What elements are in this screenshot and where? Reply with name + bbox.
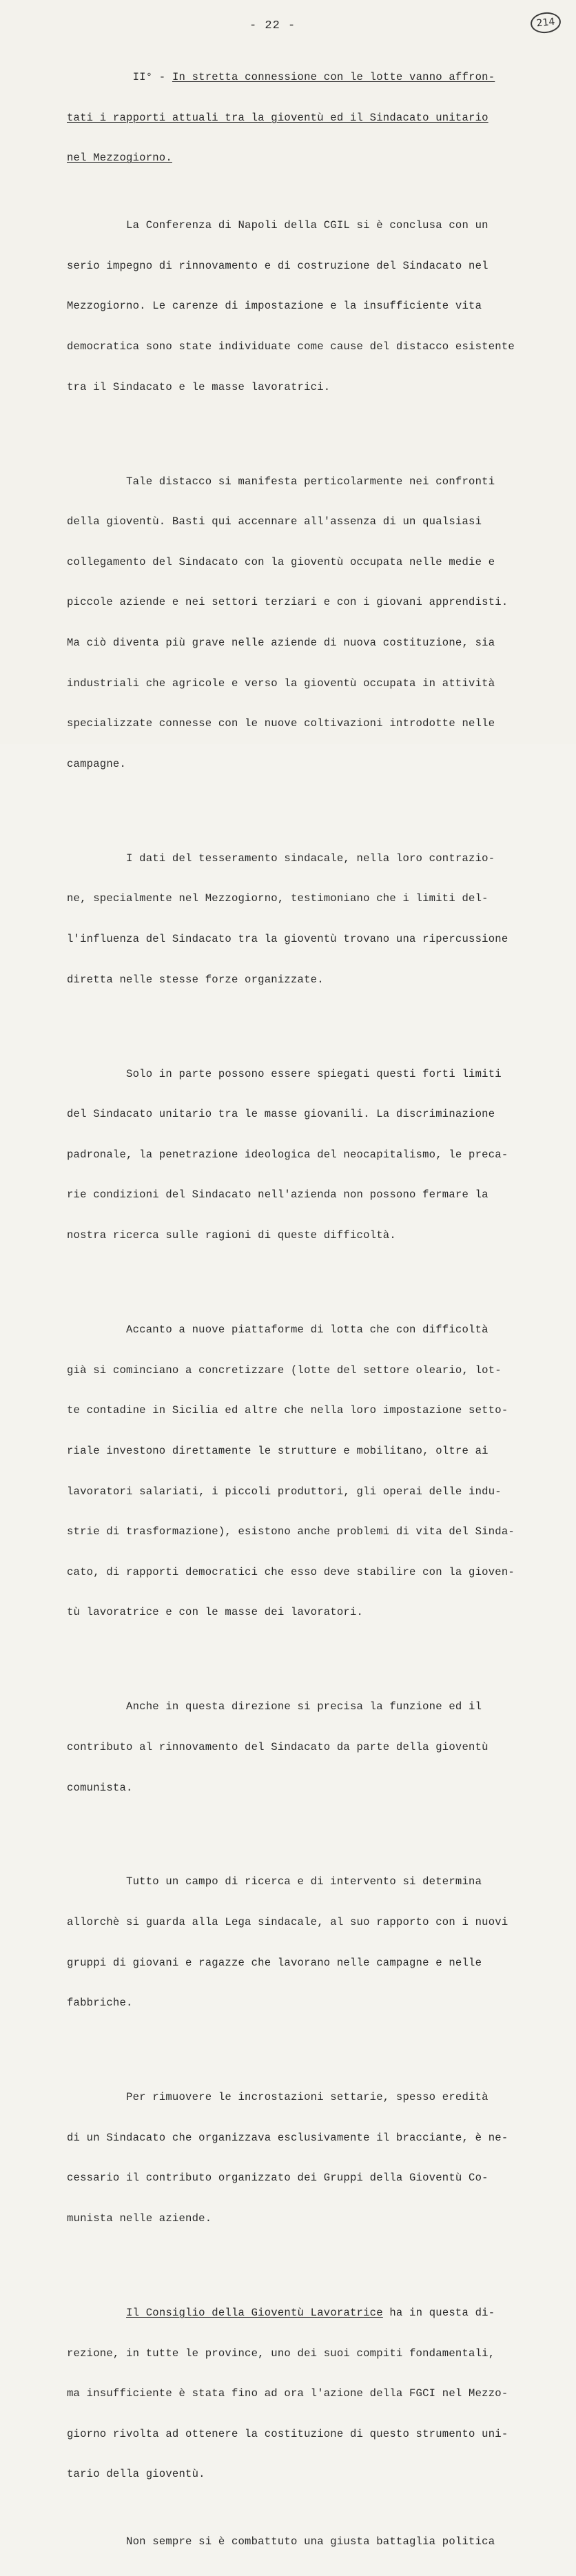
- text-line: contributo al rinnovamento del Sindacato da parte della gioventù: [67, 1740, 488, 1753]
- section-heading-line-2: tati i rapporti attuali tra la gioventù ed il Sindacato unitario: [67, 111, 488, 124]
- text-line: fabbriche.: [67, 1997, 133, 2010]
- final-line: Non sempre si è combattuto una giusta battaglia politica: [67, 2535, 495, 2548]
- text-line: nostra ricerca sulle ragioni di queste difficoltà.: [67, 1229, 396, 1242]
- text-line: tù lavoratrice e con le masse dei lavoratori.: [67, 1606, 364, 1619]
- paragraph-lega: [67, 1848, 515, 2037]
- text-line: strie di trasformazione), esistono anche problemi di vita del Sinda-: [67, 1525, 515, 1538]
- text-line: lavoratori salariati, i piccoli produttori, gli operai delle indu-: [67, 1485, 502, 1498]
- section-heading-prefix: II° -: [132, 71, 172, 84]
- text-line: I dati del tesseramento sindacale, nella loro contrazio-: [67, 852, 495, 865]
- text-line: rezione, in tutte le province, uno dei suoi compiti fondamentali,: [67, 2347, 495, 2360]
- text-line: cessario il contributo organizzato dei Gruppi della Gioventù Co-: [67, 2172, 488, 2185]
- paragraph-incrostazioni: [67, 2064, 515, 2253]
- paragraph-piattaforme: [67, 1297, 515, 1647]
- text-line: riale investono direttamente le strutture e mobilitano, oltre ai: [67, 1444, 488, 1457]
- text-line: diretta nelle stesse forze organizzate.: [67, 973, 324, 986]
- paragraph-distacco: [67, 448, 515, 798]
- text-line: l'influenza del Sindacato tra la gioventù trovano una ripercussione: [67, 933, 508, 946]
- text-line: tra il Sindacato e le masse lavoratrici.: [67, 380, 331, 393]
- council-line-rest: ha in questa di-: [382, 2306, 495, 2319]
- text-line: del Sindacato unitario tra le masse giovanili. La discriminazione: [67, 1108, 495, 1121]
- text-line: te contadine in Sicilia ed altre che nella loro impostazione setto-: [67, 1404, 508, 1417]
- text-line: Accanto a nuove piattaforme di lotta che con difficoltà: [67, 1323, 488, 1336]
- text-line: tario della gioventù.: [67, 2468, 205, 2481]
- text-line: Mezzogiorno. Le carenze di impostazione e la insufficiente vita: [67, 300, 482, 313]
- text-line: La Conferenza di Napoli della CGIL si è conclusa con un: [67, 219, 488, 232]
- text-line: ma insufficiente è stata fino ad ora l'azione della FGCI nel Mezzo-: [67, 2387, 508, 2400]
- page-number: - 22 -: [249, 19, 296, 32]
- text-line: Tale distacco si manifesta perticolarmente nei confronti: [67, 475, 495, 488]
- paragraph-limiti: [67, 1040, 515, 1269]
- text-line: democratica sono state individuate come cause del distacco esistente: [67, 340, 515, 353]
- text-line: Ma ciò diventa più grave nelle aziende di nuova costituzione, sia: [67, 637, 495, 650]
- paragraph-consiglio: [67, 2280, 515, 2508]
- text-line: munista nelle aziende.: [67, 2212, 212, 2225]
- paragraph-tesseramento: [67, 825, 515, 1014]
- text-line: allorchè si guarda alla Lega sindacale, al suo rapporto con i nuovi: [67, 1916, 508, 1929]
- text-line: già si cominciano a concretizzare (lotte del settore oleario, lot-: [67, 1363, 502, 1377]
- typewritten-body: [67, 44, 515, 2576]
- text-line: giorno rivolta ad ottenere la costituzione di questo strumento uni-: [67, 2427, 508, 2440]
- text-line: gruppi di giovani e ragazze che lavorano nelle campagne e nelle: [67, 1956, 482, 1969]
- archive-number-stamp: 214: [530, 11, 562, 34]
- text-line: Per rimuovere le incrostazioni settarie, spesso eredità: [67, 2091, 488, 2104]
- text-line: comunista.: [67, 1781, 133, 1794]
- text-line: serio impegno di rinnovamento e di costruzione del Sindacato nel: [67, 259, 488, 272]
- paragraph-direzione: [67, 1673, 515, 1822]
- text-line: padronale, la penetrazione ideologica del neocapitalismo, le preca-: [67, 1148, 508, 1161]
- text-line: Tutto un campo di ricerca e di intervento si determina: [67, 1875, 482, 1888]
- text-line: ne, specialmente nel Mezzogiorno, testimoniano che i limiti del-: [67, 892, 488, 905]
- text-line: collegamento del Sindacato con la gioventù occupata nelle medie e: [67, 555, 495, 568]
- text-line: campagne.: [67, 757, 127, 770]
- section-heading-text: In stretta connessione con le lotte vanno affron-: [172, 71, 495, 84]
- archive-watermark: [12, 689, 95, 737]
- text-line: di un Sindacato che organizzava esclusivamente il bracciante, è ne-: [67, 2131, 508, 2144]
- text-line: [67, 2307, 515, 2320]
- text-line: della gioventù. Basti qui accennare all'assenza di un qualsiasi: [67, 515, 482, 528]
- text-line: Anche in questa direzione si precisa la funzione ed il: [67, 1700, 482, 1713]
- text-line: cato, di rapporti democratici che esso deve stabilire con la gioven-: [67, 1565, 515, 1578]
- council-underlined-phrase: Il Consiglio della Gioventù Lavoratrice: [126, 2306, 383, 2319]
- section-heading-text: nel Mezzogiorno.: [67, 152, 172, 165]
- text-line: industriali che agricole e verso la gioventù occupata in attività: [67, 677, 495, 690]
- text-line: Solo in parte possono essere spiegati questi forti limiti: [67, 1067, 502, 1080]
- paragraph-conference: [67, 192, 515, 421]
- section-heading-line-1: [67, 71, 515, 85]
- section-heading-line-3: [67, 152, 515, 165]
- text-line: rie condizioni del Sindacato nell'azienda non possono fermare la: [67, 1188, 488, 1202]
- text-line: piccole aziende e nei settori terziari e con i giovani apprendisti.: [67, 596, 508, 609]
- text-line: specializzate connesse con le nuove coltivazioni introdotte nelle: [67, 717, 495, 730]
